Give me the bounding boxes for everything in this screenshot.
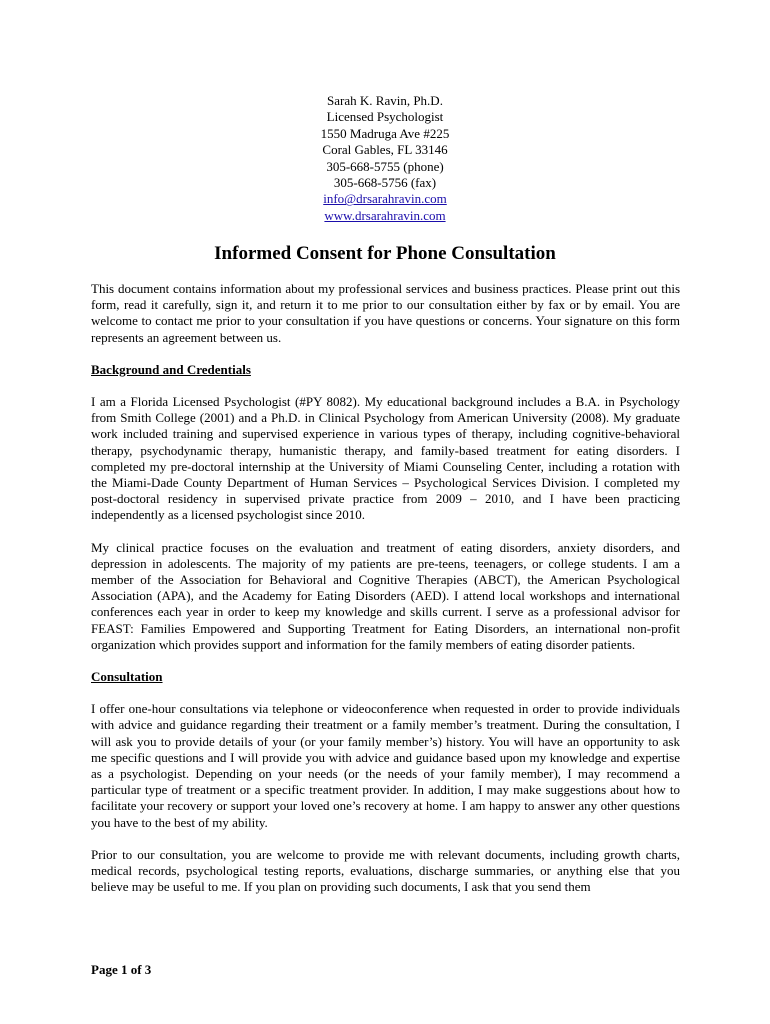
author-credential: Licensed Psychologist: [326, 109, 444, 125]
background-paragraph-2: My clinical practice focuses on the evaluation and treatment of eating disorders, anxiety disorders, and depression in adolescents. The majority of my patients are pre-teens, teenagers, or college students. I am a member of the Association for Behavioral and Cognitive Therapies (ABCT), the American Psychological Association (APA), and the Academy for Eating Disorders (AED). I attend local workshops and international conferences each year in order to keep my knowledge and skills current. I serve as a professional advisor for FEAST: Families Empowered and Supporting Treatment for Eating Disorders, an international non-profit organization which provides support and information for the family members of eating disorder patients.: [91, 539, 680, 652]
website-link[interactable]: www.drsarahravin.com: [324, 207, 446, 223]
page-number: Page 1 of 3: [91, 962, 152, 977]
consultation-heading: Consultation: [91, 669, 163, 685]
intro-paragraph: This document contains information about my professional services and business practices. Please print out this form, read it carefully, sign it, and return it to me prior to our consultation either by fax or by email. You are welcome to contact me prior to your consultation if you have questions or concerns. Your signature on this form represents an agreement between us.: [91, 281, 680, 345]
email-link[interactable]: info@drsarahravin.com: [323, 191, 447, 207]
address-line-2: Coral Gables, FL 33146: [322, 142, 448, 158]
address-line-1: 1550 Madruga Ave #225: [320, 125, 450, 141]
consultation-paragraph-2: Prior to our consultation, you are welcome to provide me with relevant documents, including growth charts, medical records, psychological testing reports, evaluations, discharge summaries, or anything else that you believe may be useful to me. If you plan on providing such documents, I ask that you send them: [91, 846, 680, 895]
fax-number: 305-668-5756 (fax): [333, 175, 437, 191]
consultation-paragraph-1: I offer one-hour consultations via telephone or videoconference when requested in order to provide individuals with advice and guidance regarding their treatment or a family member’s treatment. During the consultation, I will ask you to provide details of your (or your family member’s) history. You will have an opportunity to ask me specific questions and I will provide you with advice and guidance based upon my knowledge and expertise as a psychologist. Depending on your needs (or the needs of your family member), I may recommend a particular type of treatment or a specific treatment provider. In addition, I may make suggestions about how to facilitate your recovery or support your loved one’s recovery at home. I am happy to answer any other questions you have to the best of my ability.: [91, 701, 680, 830]
document-body: [91, 281, 680, 912]
background-heading: Background and Credentials: [91, 361, 251, 377]
background-paragraph-1: I am a Florida Licensed Psychologist (#PY 8082). My educational background includes a B.A. in Psychology from Smith College (2001) and a Ph.D. in Clinical Psychology from American University (2008). My graduate work included training and supervised experience in various types of therapy, including cognitive-behavioral therapy, psychodynamic therapy, humanistic therapy, and family-based treatment for eating disorders. I completed my pre-doctoral internship at the University of Miami Counseling Center, including a rotation with the Miami-Dade County Department of Human Services – Psychological Services Division. I completed my post-doctoral residency in supervised private practice from 2009 – 2010, and I have been practicing independently as a licensed psychologist since 2010.: [91, 394, 680, 523]
author-name: Sarah K. Ravin, Ph.D.: [327, 93, 443, 108]
letterhead: [0, 93, 770, 224]
document-title: Informed Consent for Phone Consultation: [214, 243, 556, 264]
phone-number: 305-668-5755 (phone): [326, 158, 444, 174]
